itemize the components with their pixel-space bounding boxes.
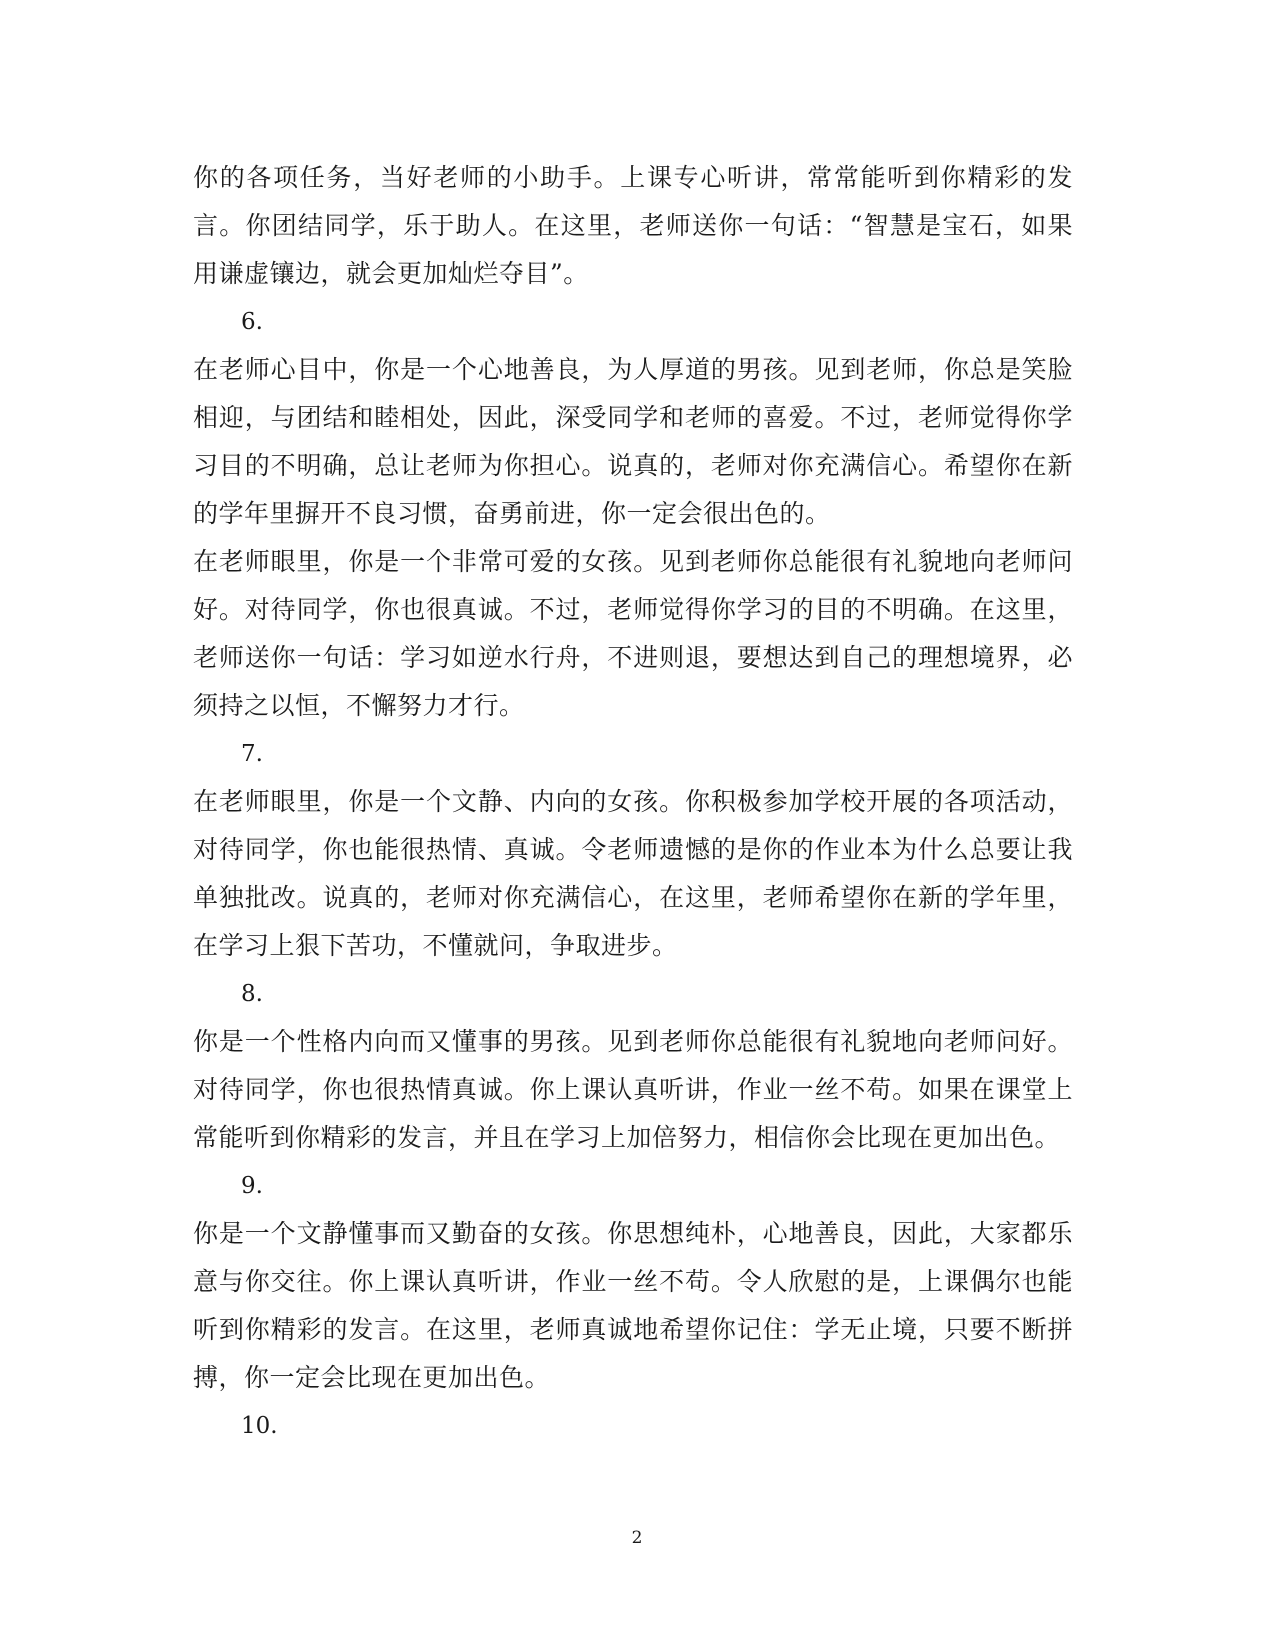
item-number-6: 6. bbox=[241, 309, 263, 335]
item-number-8: 8. bbox=[241, 981, 263, 1007]
paragraph-6: 你是一个文静懂事而又勤奋的女孩。你思想纯朴，心地善良，因此，大家都乐意与你交往。你上课认真听讲，作业一丝不苟。令人欣慰的是，上课偶尔也能听到你精彩的发言。在这里，老师真诚地希望你记住：学无止境，只要不断拼搏，你一定会比现在更加出色。 bbox=[193, 1219, 1073, 1392]
paragraph-5: 你是一个性格内向而又懂事的男孩。见到老师你总能很有礼貌地向老师问好。对待同学，你也很热情真诚。你上课认真听讲，作业一丝不苟。如果在课堂上常能听到你精彩的发言，并且在学习上加倍努力，相信你会比现在更加出色。 bbox=[193, 1027, 1073, 1152]
item-number-9: 9. bbox=[241, 1173, 263, 1199]
item-number-10: 10. bbox=[241, 1413, 278, 1439]
paragraph-2: 在老师心目中，你是一个心地善良，为人厚道的男孩。见到老师，你总是笑脸相迎，与团结和睦相处，因此，深受同学和老师的喜爱。不过，老师觉得你学习目的不明确，总让老师为你担心。说真的，老师对你充满信心。希望你在新的学年里摒开不良习惯，奋勇前进，你一定会很出色的。 bbox=[193, 355, 1073, 528]
document-body bbox=[193, 154, 1073, 1450]
paragraph-1: 你的各项任务，当好老师的小助手。上课专心听讲，常常能听到你精彩的发言。你团结同学，乐于助人。在这里，老师送你一句话：“智慧是宝石，如果用谦虚镶边，就会更加灿烂夺目”。 bbox=[193, 163, 1073, 288]
paragraph-3: 在老师眼里，你是一个非常可爱的女孩。见到老师你总能很有礼貌地向老师问好。对待同学，你也很真诚。不过，老师觉得你学习的目的不明确。在这里，老师送你一句话：学习如逆水行舟，不进则退，要想达到自己的理想境界，必须持之以恒，不懈努力才行。 bbox=[193, 547, 1073, 720]
paragraph-4: 在老师眼里，你是一个文静、内向的女孩。你积极参加学校开展的各项活动，对待同学，你也能很热情、真诚。令老师遗憾的是你的作业本为什么总要让我单独批改。说真的，老师对你充满信心，在这里，老师希望你在新的学年里，在学习上狠下苦功，不懂就问，争取进步。 bbox=[193, 787, 1073, 960]
page-number: 2 bbox=[631, 1528, 643, 1548]
item-number-7: 7. bbox=[241, 741, 263, 767]
